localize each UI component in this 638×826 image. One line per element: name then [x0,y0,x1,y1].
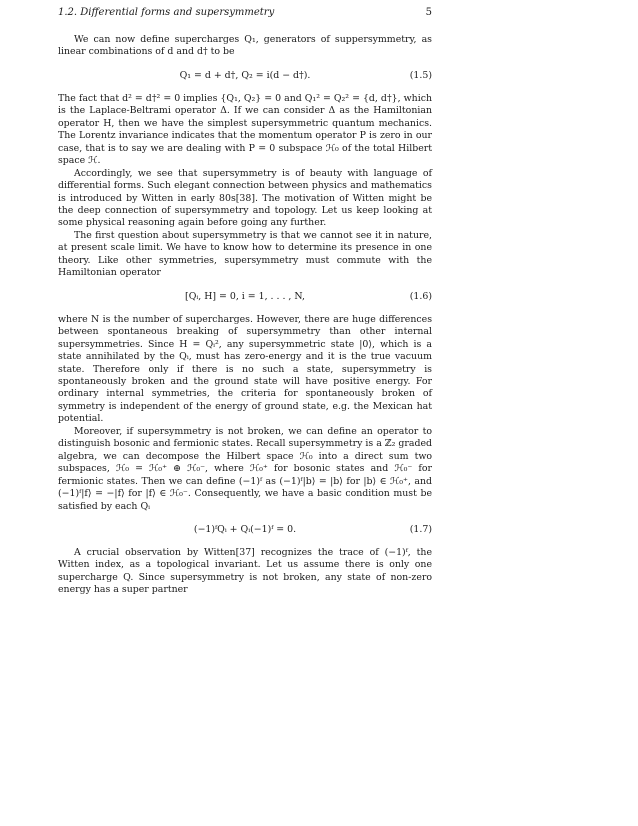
page-number: 5 [425,7,432,18]
equation-number: (1.6) [409,290,432,302]
paragraph-supercharges: We can now define supercharges Q₁, generators of suppersymmetry, as linear combinations of d and d† to be [58,34,432,58]
equation-body: Q₁ = d + d†, Q₂ = i(d − d†). [179,69,311,81]
paragraph-first-question: The first question about supersymmetry is that we cannot see it in nature, at present scale limit. We have to know how to determine its presence in one theory. Like other symmetries, supersymmetry must commute with the Hamiltonian operator [58,229,432,279]
section-title: 1.2. Differential forms and supersymmetry [58,7,275,18]
equation-body: (−1)ᶠQᵢ + Qᵢ(−1)ᶠ = 0. [193,523,297,535]
equation-1-6 [58,285,432,309]
equation-number: (1.5) [409,69,432,81]
body-text [58,34,432,597]
equation-body: [Qᵢ, H] = 0, i = 1, . . . , N, [185,290,305,302]
paragraph-breaking: where N is the number of supercharges. However, there are huge differences between spontaneous breaking of supersymmetry than other internal supersymmetries. Since H = Qᵢ², any supersymmetric state |0⟩, which is a state annihilated by the Qᵢ, must has zero-energy and it is the true vacuum state. Therefore only if there is no such a state, supersymmetry is spontaneously broken and the ground state will have positive energy. For ordinary internal symmetries, the criteria for spontaneously broken of symmetry is independent of the energy of ground state, e.g. the Mexican hat potential. [58,313,432,425]
paragraph-witten-index: A crucial observation by Witten[37] recognizes the trace of (−1)ᶠ, the Witten index, as a topological invariant. Let us assume there is only one supercharge Q. Since supersymmetry is not broken, any state of non-zero energy has a super partner [58,546,432,596]
equation-1-7 [58,518,432,542]
paragraph-grading: Moreover, if supersymmetry is not broken, we can define an operator to distinguish bosonic and fermionic states. Recall supersymmetry is a ℤ₂ graded algebra, we can decompose the Hilbert space ℋ₀ into a direct sum two subspaces, ℋ₀ = ℋ₀⁺ ⊕ ℋ₀⁻, where ℋ₀⁺ for bosonic states and ℋ₀⁻ for fermionic states. Then we can define (−1)ᶠ as (−1)ᶠ|b⟩ = |b⟩ for |b⟩ ∈ ℋ₀⁺, and (−1)ᶠ|f⟩ = −|f⟩ for |f⟩ ∈ ℋ₀⁻. Consequently, we have a basic condition must be satisfied by each Qᵢ [58,425,432,512]
paragraph-laplace: The fact that d² = d†² = 0 implies {Q₁, Q₂} = 0 and Q₁² = Q₂² = {d, d†}, which is the Laplace-Beltrami operator Δ. If we can consider Δ as the Hamiltonian operator H, then we have the simplest supersymmetric quantum mechanics. The Lorentz invariance indicates that the momentum operator P is zero in our case, that is to say we are dealing with P = 0 subspace ℋ₀ of the total Hilbert space ℋ. [58,92,432,167]
running-header [58,6,432,20]
equation-number: (1.7) [409,523,432,535]
paragraph-witten: Accordingly, we see that supersymmetry is of beauty with language of differential forms. Such elegant connection between physics and mathematics is introduced by Witten in early 80s[38]. The motivation of Witten might be the deep connection of supersymmetry and topology. Let us keep looking at some physical reasoning again before going any further. [58,167,432,229]
equation-1-5 [58,64,432,88]
